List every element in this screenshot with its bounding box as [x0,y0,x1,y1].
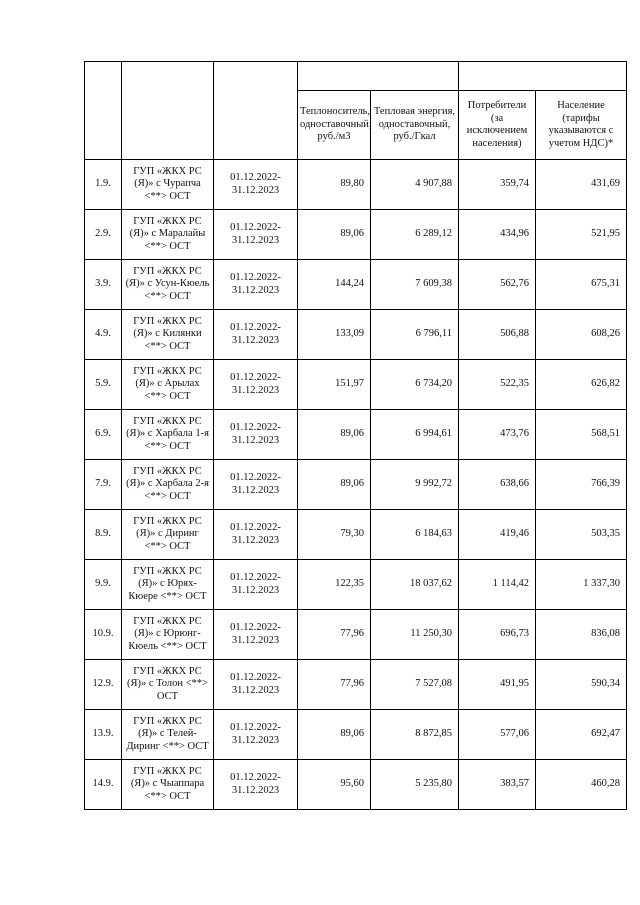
consumers-tariff-cell: 562,76 [459,260,536,310]
row-number: 14.9. [85,760,122,810]
organization-cell: ГУП «ЖКХ РС (Я)» с Чыаппара <**> ОСТ [122,760,214,810]
organization-cell: ГУП «ЖКХ РС (Я)» с Толон <**> ОСТ [122,660,214,710]
organization-cell: ГУП «ЖКХ РС (Я)» с Арылах <**> ОСТ [122,360,214,410]
energy-tariff-cell: 7 609,38 [371,260,459,310]
table-row [85,760,627,810]
energy-tariff-cell: 8 872,85 [371,710,459,760]
table-row [85,660,627,710]
organization-cell: ГУП «ЖКХ РС (Я)» с Харбала 2-я <**> ОСТ [122,460,214,510]
carrier-tariff-cell: 89,06 [298,410,371,460]
header-group-one-part [298,62,459,91]
population-tariff-cell: 431,69 [536,160,627,210]
row-number: 7.9. [85,460,122,510]
carrier-tariff-cell: 77,96 [298,660,371,710]
carrier-tariff-cell: 89,06 [298,710,371,760]
carrier-tariff-cell: 151,97 [298,360,371,410]
period-cell: 01.12.2022-31.12.2023 [214,610,298,660]
organization-cell: ГУП «ЖКХ РС (Я)» с Юрях-Кюере <**> ОСТ [122,560,214,610]
population-tariff-cell: 460,28 [536,760,627,810]
energy-tariff-cell: 6 994,61 [371,410,459,460]
population-tariff-cell: 503,35 [536,510,627,560]
table-row [85,560,627,610]
header-group-population [459,62,627,91]
table-body [85,160,627,810]
consumers-tariff-cell: 577,06 [459,710,536,760]
row-number: 13.9. [85,710,122,760]
period-cell: 01.12.2022-31.12.2023 [214,760,298,810]
energy-tariff-cell: 6 289,12 [371,210,459,260]
period-cell: 01.12.2022-31.12.2023 [214,560,298,610]
consumers-tariff-cell: 506,88 [459,310,536,360]
consumers-tariff-cell: 638,66 [459,460,536,510]
population-tariff-cell: 521,95 [536,210,627,260]
row-number: 2.9. [85,210,122,260]
table-row [85,210,627,260]
organization-cell: ГУП «ЖКХ РС (Я)» с Юрюнг-Кюель <**> ОСТ [122,610,214,660]
tariff-table [84,61,627,810]
table-row [85,610,627,660]
consumers-tariff-cell: 522,35 [459,360,536,410]
header-population: Население (тарифы указываются с учетом НДС)* [536,91,627,160]
energy-tariff-cell: 4 907,88 [371,160,459,210]
header-cell-organization [122,62,214,160]
row-number: 10.9. [85,610,122,660]
population-tariff-cell: 626,82 [536,360,627,410]
energy-tariff-cell: 6 796,11 [371,310,459,360]
row-number: 3.9. [85,260,122,310]
energy-tariff-cell: 6 734,20 [371,360,459,410]
row-number: 9.9. [85,560,122,610]
consumers-tariff-cell: 473,76 [459,410,536,460]
population-tariff-cell: 766,39 [536,460,627,510]
energy-tariff-cell: 18 037,62 [371,560,459,610]
carrier-tariff-cell: 144,24 [298,260,371,310]
population-tariff-cell: 568,51 [536,410,627,460]
population-tariff-cell: 590,34 [536,660,627,710]
carrier-tariff-cell: 133,09 [298,310,371,360]
energy-tariff-cell: 6 184,63 [371,510,459,560]
organization-cell: ГУП «ЖКХ РС (Я)» с Маралайы <**> ОСТ [122,210,214,260]
table-row [85,260,627,310]
period-cell: 01.12.2022-31.12.2023 [214,260,298,310]
row-number: 1.9. [85,160,122,210]
period-cell: 01.12.2022-31.12.2023 [214,510,298,560]
header-cell-period [214,62,298,160]
table-row [85,310,627,360]
table-row [85,410,627,460]
organization-cell: ГУП «ЖКХ РС (Я)» с Килянки <**> ОСТ [122,310,214,360]
table-row [85,360,627,410]
energy-tariff-cell: 11 250,30 [371,610,459,660]
header-top-row [85,62,627,91]
period-cell: 01.12.2022-31.12.2023 [214,310,298,360]
period-cell: 01.12.2022-31.12.2023 [214,360,298,410]
carrier-tariff-cell: 122,35 [298,560,371,610]
population-tariff-cell: 1 337,30 [536,560,627,610]
row-number: 12.9. [85,660,122,710]
consumers-tariff-cell: 359,74 [459,160,536,210]
header-consumers: Потребители (за исключением населения) [459,91,536,160]
organization-cell: ГУП «ЖКХ РС (Я)» с Телей-Диринг <**> ОСТ [122,710,214,760]
table-row [85,510,627,560]
consumers-tariff-cell: 434,96 [459,210,536,260]
consumers-tariff-cell: 419,46 [459,510,536,560]
period-cell: 01.12.2022-31.12.2023 [214,410,298,460]
header-energy: Тепловая энергия, одноставочный, руб./Гкал [371,91,459,160]
carrier-tariff-cell: 89,80 [298,160,371,210]
header-cell-number [85,62,122,160]
table-row [85,460,627,510]
energy-tariff-cell: 9 992,72 [371,460,459,510]
row-number: 8.9. [85,510,122,560]
organization-cell: ГУП «ЖКХ РС (Я)» с Усун-Кюель <**> ОСТ [122,260,214,310]
table-row [85,160,627,210]
consumers-tariff-cell: 383,57 [459,760,536,810]
carrier-tariff-cell: 95,60 [298,760,371,810]
energy-tariff-cell: 7 527,08 [371,660,459,710]
consumers-tariff-cell: 696,73 [459,610,536,660]
carrier-tariff-cell: 89,06 [298,460,371,510]
period-cell: 01.12.2022-31.12.2023 [214,660,298,710]
period-cell: 01.12.2022-31.12.2023 [214,460,298,510]
period-cell: 01.12.2022-31.12.2023 [214,210,298,260]
consumers-tariff-cell: 1 114,42 [459,560,536,610]
population-tariff-cell: 692,47 [536,710,627,760]
carrier-tariff-cell: 77,96 [298,610,371,660]
organization-cell: ГУП «ЖКХ РС (Я)» с Харбала 1-я <**> ОСТ [122,410,214,460]
period-cell: 01.12.2022-31.12.2023 [214,160,298,210]
organization-cell: ГУП «ЖКХ РС (Я)» с Чурапча <**> ОСТ [122,160,214,210]
period-cell: 01.12.2022-31.12.2023 [214,710,298,760]
population-tariff-cell: 836,08 [536,610,627,660]
carrier-tariff-cell: 79,30 [298,510,371,560]
population-tariff-cell: 608,26 [536,310,627,360]
header-carrier: Теплоноситель, одноставочный, руб./м3 [298,91,371,160]
consumers-tariff-cell: 491,95 [459,660,536,710]
population-tariff-cell: 675,31 [536,260,627,310]
row-number: 5.9. [85,360,122,410]
carrier-tariff-cell: 89,06 [298,210,371,260]
row-number: 6.9. [85,410,122,460]
organization-cell: ГУП «ЖКХ РС (Я)» с Диринг <**> ОСТ [122,510,214,560]
row-number: 4.9. [85,310,122,360]
energy-tariff-cell: 5 235,80 [371,760,459,810]
table-row [85,710,627,760]
